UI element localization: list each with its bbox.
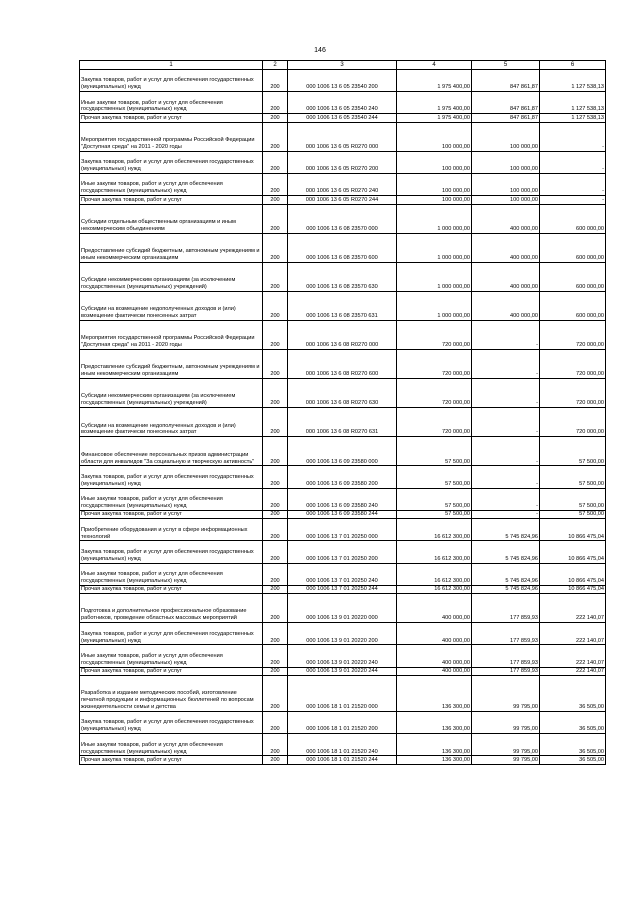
row-classification-code-cell: 000 1006 13 9 01 20220 244 bbox=[288, 667, 397, 675]
row-approved-amount-cell: 16 612 300,00 bbox=[397, 541, 472, 563]
row-unexecuted-amount-cell: 57 500,00 bbox=[540, 466, 606, 488]
row-classification-code-cell: 000 1006 13 6 09 23580 000 bbox=[288, 437, 397, 466]
row-code-cell: 200 bbox=[263, 408, 288, 437]
row-unexecuted-amount-cell: - bbox=[540, 196, 606, 204]
row-code-cell: 200 bbox=[263, 350, 288, 379]
row-code-cell: 200 bbox=[263, 594, 288, 623]
row-name-cell: Закупка товаров, работ и услуг для обеспечения государственных (муниципальных) нужд bbox=[80, 712, 263, 734]
table-row bbox=[80, 585, 606, 593]
row-code-cell: 200 bbox=[263, 233, 288, 262]
column-header: 1 bbox=[80, 61, 263, 70]
row-executed-amount-cell: 99 795,00 bbox=[472, 756, 540, 764]
table-row bbox=[80, 379, 606, 408]
table-row bbox=[80, 734, 606, 756]
table-row bbox=[80, 204, 606, 233]
row-unexecuted-amount-cell: 10 866 475,04 bbox=[540, 541, 606, 563]
row-approved-amount-cell: 100 000,00 bbox=[397, 122, 472, 151]
row-classification-code-cell: 000 1006 18 1 01 21520 000 bbox=[288, 676, 397, 712]
row-approved-amount-cell: 100 000,00 bbox=[397, 196, 472, 204]
row-code-cell: 200 bbox=[263, 114, 288, 122]
row-code-cell: 200 bbox=[263, 291, 288, 320]
row-name-cell: Закупка товаров, работ и услуг для обеспечения государственных (муниципальных) нужд bbox=[80, 151, 263, 173]
row-name-cell: Подготовка и дополнительное профессиональное образование работников, проведение областных массовых мероприятий bbox=[80, 594, 263, 623]
row-approved-amount-cell: 1 975 400,00 bbox=[397, 70, 472, 92]
row-executed-amount-cell: 100 000,00 bbox=[472, 174, 540, 196]
row-code-cell: 200 bbox=[263, 488, 288, 510]
row-name-cell: Прочая закупка товаров, работ и услуг bbox=[80, 510, 263, 518]
row-executed-amount-cell: 99 795,00 bbox=[472, 712, 540, 734]
row-classification-code-cell: 000 1006 13 7 01 20250 000 bbox=[288, 519, 397, 541]
row-executed-amount-cell: - bbox=[472, 321, 540, 350]
table-header-row bbox=[80, 61, 606, 70]
row-code-cell: 200 bbox=[263, 676, 288, 712]
row-name-cell: Прочая закупка товаров, работ и услуг bbox=[80, 585, 263, 593]
column-header: 6 bbox=[540, 61, 606, 70]
table-row bbox=[80, 408, 606, 437]
row-unexecuted-amount-cell: 1 127 538,13 bbox=[540, 114, 606, 122]
row-classification-code-cell: 000 1006 13 9 01 20220 000 bbox=[288, 594, 397, 623]
row-code-cell: 200 bbox=[263, 734, 288, 756]
row-executed-amount-cell: - bbox=[472, 437, 540, 466]
row-classification-code-cell: 000 1006 13 7 01 20250 240 bbox=[288, 563, 397, 585]
row-unexecuted-amount-cell: 1 127 538,13 bbox=[540, 70, 606, 92]
row-classification-code-cell: 000 1006 13 6 08 R0270 000 bbox=[288, 321, 397, 350]
row-code-cell: 200 bbox=[263, 623, 288, 645]
row-unexecuted-amount-cell: 720 000,00 bbox=[540, 321, 606, 350]
row-unexecuted-amount-cell: 10 866 475,04 bbox=[540, 563, 606, 585]
row-unexecuted-amount-cell: 600 000,00 bbox=[540, 204, 606, 233]
row-unexecuted-amount-cell: 1 127 538,13 bbox=[540, 92, 606, 114]
row-executed-amount-cell: 99 795,00 bbox=[472, 676, 540, 712]
table-row bbox=[80, 70, 606, 92]
row-executed-amount-cell: 177 859,93 bbox=[472, 594, 540, 623]
row-name-cell: Прочая закупка товаров, работ и услуг bbox=[80, 667, 263, 675]
row-approved-amount-cell: 16 612 300,00 bbox=[397, 519, 472, 541]
row-name-cell: Закупка товаров, работ и услуг для обеспечения государственных (муниципальных) нужд bbox=[80, 70, 263, 92]
row-approved-amount-cell: 136 300,00 bbox=[397, 712, 472, 734]
row-classification-code-cell: 000 1006 13 9 01 20220 240 bbox=[288, 645, 397, 667]
row-code-cell: 200 bbox=[263, 151, 288, 173]
row-unexecuted-amount-cell: 600 000,00 bbox=[540, 233, 606, 262]
table-row bbox=[80, 594, 606, 623]
row-code-cell: 200 bbox=[263, 174, 288, 196]
row-code-cell: 200 bbox=[263, 321, 288, 350]
column-header: 2 bbox=[263, 61, 288, 70]
row-unexecuted-amount-cell: - bbox=[540, 151, 606, 173]
row-code-cell: 200 bbox=[263, 437, 288, 466]
row-classification-code-cell: 000 1006 13 6 05 R0270 000 bbox=[288, 122, 397, 151]
row-code-cell: 200 bbox=[263, 70, 288, 92]
row-name-cell: Иные закупки товаров, работ и услуг для обеспечения государственных (муниципальных) нужд bbox=[80, 734, 263, 756]
table-row bbox=[80, 350, 606, 379]
row-approved-amount-cell: 400 000,00 bbox=[397, 594, 472, 623]
row-approved-amount-cell: 100 000,00 bbox=[397, 174, 472, 196]
row-unexecuted-amount-cell: 10 866 475,04 bbox=[540, 519, 606, 541]
row-unexecuted-amount-cell: 720 000,00 bbox=[540, 408, 606, 437]
row-approved-amount-cell: 136 300,00 bbox=[397, 756, 472, 764]
row-code-cell: 200 bbox=[263, 92, 288, 114]
row-executed-amount-cell: 100 000,00 bbox=[472, 122, 540, 151]
row-code-cell: 200 bbox=[263, 563, 288, 585]
table-row bbox=[80, 151, 606, 173]
table-row bbox=[80, 437, 606, 466]
table-row bbox=[80, 291, 606, 320]
row-approved-amount-cell: 720 000,00 bbox=[397, 408, 472, 437]
row-name-cell: Иные закупки товаров, работ и услуг для обеспечения государственных (муниципальных) нужд bbox=[80, 174, 263, 196]
row-executed-amount-cell: 847 861,87 bbox=[472, 70, 540, 92]
column-header: 3 bbox=[288, 61, 397, 70]
table-row bbox=[80, 519, 606, 541]
row-name-cell: Иные закупки товаров, работ и услуг для обеспечения государственных (муниципальных) нужд bbox=[80, 92, 263, 114]
row-executed-amount-cell: 400 000,00 bbox=[472, 204, 540, 233]
row-code-cell: 200 bbox=[263, 645, 288, 667]
row-code-cell: 200 bbox=[263, 122, 288, 151]
row-approved-amount-cell: 400 000,00 bbox=[397, 667, 472, 675]
row-name-cell: Субсидии некоммерческим организациям (за исключением государственных (муниципальных) учреждений) bbox=[80, 262, 263, 291]
row-name-cell: Иные закупки товаров, работ и услуг для обеспечения государственных (муниципальных) нужд bbox=[80, 563, 263, 585]
row-name-cell: Прочая закупка товаров, работ и услуг bbox=[80, 756, 263, 764]
row-name-cell: Закупка товаров, работ и услуг для обеспечения государственных (муниципальных) нужд bbox=[80, 466, 263, 488]
row-classification-code-cell: 000 1006 13 7 01 20250 244 bbox=[288, 585, 397, 593]
row-code-cell: 200 bbox=[263, 585, 288, 593]
row-executed-amount-cell: - bbox=[472, 510, 540, 518]
table-row bbox=[80, 114, 606, 122]
row-code-cell: 200 bbox=[263, 466, 288, 488]
row-classification-code-cell: 000 1006 13 9 01 20220 200 bbox=[288, 623, 397, 645]
row-code-cell: 200 bbox=[263, 510, 288, 518]
row-name-cell: Предоставление субсидий бюджетным, автономным учреждениям и иным некоммерческим организациям bbox=[80, 233, 263, 262]
row-unexecuted-amount-cell: 36 505,00 bbox=[540, 712, 606, 734]
row-classification-code-cell: 000 1006 13 6 08 23570 630 bbox=[288, 262, 397, 291]
row-name-cell: Прочая закупка товаров, работ и услуг bbox=[80, 196, 263, 204]
table-row bbox=[80, 92, 606, 114]
row-classification-code-cell: 000 1006 13 6 08 23570 600 bbox=[288, 233, 397, 262]
table-row bbox=[80, 196, 606, 204]
row-classification-code-cell: 000 1006 18 1 01 21520 240 bbox=[288, 734, 397, 756]
row-classification-code-cell: 000 1006 13 6 05 R0270 240 bbox=[288, 174, 397, 196]
row-executed-amount-cell: 100 000,00 bbox=[472, 196, 540, 204]
row-unexecuted-amount-cell: - bbox=[540, 122, 606, 151]
row-code-cell: 200 bbox=[263, 379, 288, 408]
row-unexecuted-amount-cell: 36 505,00 bbox=[540, 734, 606, 756]
row-code-cell: 200 bbox=[263, 204, 288, 233]
row-executed-amount-cell: - bbox=[472, 466, 540, 488]
row-executed-amount-cell: 177 859,93 bbox=[472, 667, 540, 675]
row-executed-amount-cell: - bbox=[472, 350, 540, 379]
row-unexecuted-amount-cell: 222 140,07 bbox=[540, 594, 606, 623]
row-executed-amount-cell: - bbox=[472, 488, 540, 510]
row-code-cell: 200 bbox=[263, 756, 288, 764]
row-code-cell: 200 bbox=[263, 712, 288, 734]
row-approved-amount-cell: 57 500,00 bbox=[397, 510, 472, 518]
table-row bbox=[80, 563, 606, 585]
row-name-cell: Мероприятия государственной программы Российской Федерации "Доступная среда" на 2011 - 2020 годы bbox=[80, 122, 263, 151]
row-name-cell: Закупка товаров, работ и услуг для обеспечения государственных (муниципальных) нужд bbox=[80, 623, 263, 645]
row-executed-amount-cell: 400 000,00 bbox=[472, 262, 540, 291]
row-executed-amount-cell: 400 000,00 bbox=[472, 291, 540, 320]
row-approved-amount-cell: 400 000,00 bbox=[397, 623, 472, 645]
row-name-cell: Разработка и издание методических пособий, изготовление печатной продукции и информационных бюллетеней по вопросам жизнедеятельности семьи и детства bbox=[80, 676, 263, 712]
row-code-cell: 200 bbox=[263, 262, 288, 291]
row-executed-amount-cell: 5 745 824,96 bbox=[472, 585, 540, 593]
row-code-cell: 200 bbox=[263, 667, 288, 675]
table-row bbox=[80, 667, 606, 675]
row-approved-amount-cell: 720 000,00 bbox=[397, 350, 472, 379]
row-approved-amount-cell: 100 000,00 bbox=[397, 151, 472, 173]
row-code-cell: 200 bbox=[263, 519, 288, 541]
table-row bbox=[80, 756, 606, 764]
row-classification-code-cell: 000 1006 13 6 05 23540 240 bbox=[288, 92, 397, 114]
table-row bbox=[80, 712, 606, 734]
row-classification-code-cell: 000 1006 13 6 08 23570 631 bbox=[288, 291, 397, 320]
row-approved-amount-cell: 57 500,00 bbox=[397, 437, 472, 466]
row-code-cell: 200 bbox=[263, 196, 288, 204]
table-row bbox=[80, 122, 606, 151]
row-classification-code-cell: 000 1006 13 7 01 20250 200 bbox=[288, 541, 397, 563]
row-classification-code-cell: 000 1006 13 6 08 R0270 600 bbox=[288, 350, 397, 379]
table-row bbox=[80, 488, 606, 510]
row-executed-amount-cell: 5 745 824,96 bbox=[472, 541, 540, 563]
row-approved-amount-cell: 1 975 400,00 bbox=[397, 114, 472, 122]
row-unexecuted-amount-cell: 36 505,00 bbox=[540, 676, 606, 712]
row-executed-amount-cell: - bbox=[472, 408, 540, 437]
table-row bbox=[80, 321, 606, 350]
table-row bbox=[80, 174, 606, 196]
row-classification-code-cell: 000 1006 13 6 09 23580 200 bbox=[288, 466, 397, 488]
row-classification-code-cell: 000 1006 13 6 05 R0270 200 bbox=[288, 151, 397, 173]
row-unexecuted-amount-cell: 222 140,07 bbox=[540, 623, 606, 645]
row-name-cell: Субсидии некоммерческим организациям (за исключением государственных (муниципальных) учреждений) bbox=[80, 379, 263, 408]
row-unexecuted-amount-cell: 720 000,00 bbox=[540, 350, 606, 379]
page-number: 146 bbox=[314, 47, 326, 54]
row-unexecuted-amount-cell: 57 500,00 bbox=[540, 488, 606, 510]
row-executed-amount-cell: 847 861,87 bbox=[472, 92, 540, 114]
table-row bbox=[80, 645, 606, 667]
row-approved-amount-cell: 1 000 000,00 bbox=[397, 291, 472, 320]
row-approved-amount-cell: 16 612 300,00 bbox=[397, 563, 472, 585]
row-unexecuted-amount-cell: 222 140,07 bbox=[540, 645, 606, 667]
row-name-cell: Субсидии на возмещение недополученных доходов и (или) возмещение фактически понесенных затрат bbox=[80, 291, 263, 320]
row-unexecuted-amount-cell: 600 000,00 bbox=[540, 291, 606, 320]
row-executed-amount-cell: 400 000,00 bbox=[472, 233, 540, 262]
row-approved-amount-cell: 57 500,00 bbox=[397, 466, 472, 488]
row-unexecuted-amount-cell: - bbox=[540, 174, 606, 196]
row-classification-code-cell: 000 1006 13 6 05 23540 200 bbox=[288, 70, 397, 92]
row-classification-code-cell: 000 1006 13 6 08 R0270 630 bbox=[288, 379, 397, 408]
row-classification-code-cell: 000 1006 13 6 09 23580 244 bbox=[288, 510, 397, 518]
row-classification-code-cell: 000 1006 18 1 01 21520 200 bbox=[288, 712, 397, 734]
row-executed-amount-cell: 177 859,93 bbox=[472, 623, 540, 645]
row-name-cell: Субсидии на возмещение недополученных доходов и (или) возмещение фактически понесенных затрат bbox=[80, 408, 263, 437]
row-name-cell: Иные закупки товаров, работ и услуг для обеспечения государственных (муниципальных) нужд bbox=[80, 488, 263, 510]
row-approved-amount-cell: 1 000 000,00 bbox=[397, 233, 472, 262]
row-approved-amount-cell: 136 300,00 bbox=[397, 734, 472, 756]
row-unexecuted-amount-cell: 57 500,00 bbox=[540, 437, 606, 466]
row-executed-amount-cell: 99 795,00 bbox=[472, 734, 540, 756]
table-row bbox=[80, 262, 606, 291]
row-approved-amount-cell: 1 975 400,00 bbox=[397, 92, 472, 114]
row-approved-amount-cell: 1 000 000,00 bbox=[397, 262, 472, 291]
row-name-cell: Финансовое обеспечение персональных призов администрации области для инвалидов "За социальную и творческую активность" bbox=[80, 437, 263, 466]
row-unexecuted-amount-cell: 36 505,00 bbox=[540, 756, 606, 764]
budget-execution-table bbox=[79, 60, 606, 765]
table-row bbox=[80, 466, 606, 488]
row-approved-amount-cell: 1 000 000,00 bbox=[397, 204, 472, 233]
row-approved-amount-cell: 400 000,00 bbox=[397, 645, 472, 667]
table-row bbox=[80, 623, 606, 645]
row-unexecuted-amount-cell: 10 866 475,04 bbox=[540, 585, 606, 593]
row-executed-amount-cell: - bbox=[472, 379, 540, 408]
row-classification-code-cell: 000 1006 18 1 01 21520 244 bbox=[288, 756, 397, 764]
row-approved-amount-cell: 136 300,00 bbox=[397, 676, 472, 712]
row-name-cell: Закупка товаров, работ и услуг для обеспечения государственных (муниципальных) нужд bbox=[80, 541, 263, 563]
row-classification-code-cell: 000 1006 13 6 08 23570 000 bbox=[288, 204, 397, 233]
row-classification-code-cell: 000 1006 13 6 08 R0270 631 bbox=[288, 408, 397, 437]
column-header: 5 bbox=[472, 61, 540, 70]
row-name-cell: Приобретение оборудования и услуг в сфере информационных технологий bbox=[80, 519, 263, 541]
row-approved-amount-cell: 57 500,00 bbox=[397, 488, 472, 510]
row-name-cell: Прочая закупка товаров, работ и услуг bbox=[80, 114, 263, 122]
row-executed-amount-cell: 847 861,87 bbox=[472, 114, 540, 122]
row-executed-amount-cell: 5 745 824,96 bbox=[472, 563, 540, 585]
row-code-cell: 200 bbox=[263, 541, 288, 563]
row-unexecuted-amount-cell: 600 000,00 bbox=[540, 262, 606, 291]
row-approved-amount-cell: 720 000,00 bbox=[397, 379, 472, 408]
table-row bbox=[80, 510, 606, 518]
row-executed-amount-cell: 177 859,93 bbox=[472, 645, 540, 667]
row-approved-amount-cell: 720 000,00 bbox=[397, 321, 472, 350]
row-name-cell: Иные закупки товаров, работ и услуг для обеспечения государственных (муниципальных) нужд bbox=[80, 645, 263, 667]
row-approved-amount-cell: 16 612 300,00 bbox=[397, 585, 472, 593]
row-classification-code-cell: 000 1006 13 6 05 R0270 244 bbox=[288, 196, 397, 204]
row-unexecuted-amount-cell: 720 000,00 bbox=[540, 379, 606, 408]
row-classification-code-cell: 000 1006 13 6 09 23580 240 bbox=[288, 488, 397, 510]
row-executed-amount-cell: 100 000,00 bbox=[472, 151, 540, 173]
row-name-cell: Предоставление субсидий бюджетным, автономным учреждениям и иным некоммерческим организациям bbox=[80, 350, 263, 379]
table-row bbox=[80, 676, 606, 712]
row-name-cell: Мероприятия государственной программы Российской Федерации "Доступная среда" на 2011 - 2020 годы bbox=[80, 321, 263, 350]
row-unexecuted-amount-cell: 222 140,07 bbox=[540, 667, 606, 675]
table-row bbox=[80, 233, 606, 262]
column-header: 4 bbox=[397, 61, 472, 70]
row-name-cell: Субсидии отдельным общественным организациям и иным некоммерческим объединениям bbox=[80, 204, 263, 233]
row-executed-amount-cell: 5 745 824,96 bbox=[472, 519, 540, 541]
row-unexecuted-amount-cell: 57 500,00 bbox=[540, 510, 606, 518]
table-row bbox=[80, 541, 606, 563]
row-classification-code-cell: 000 1006 13 6 05 23540 244 bbox=[288, 114, 397, 122]
